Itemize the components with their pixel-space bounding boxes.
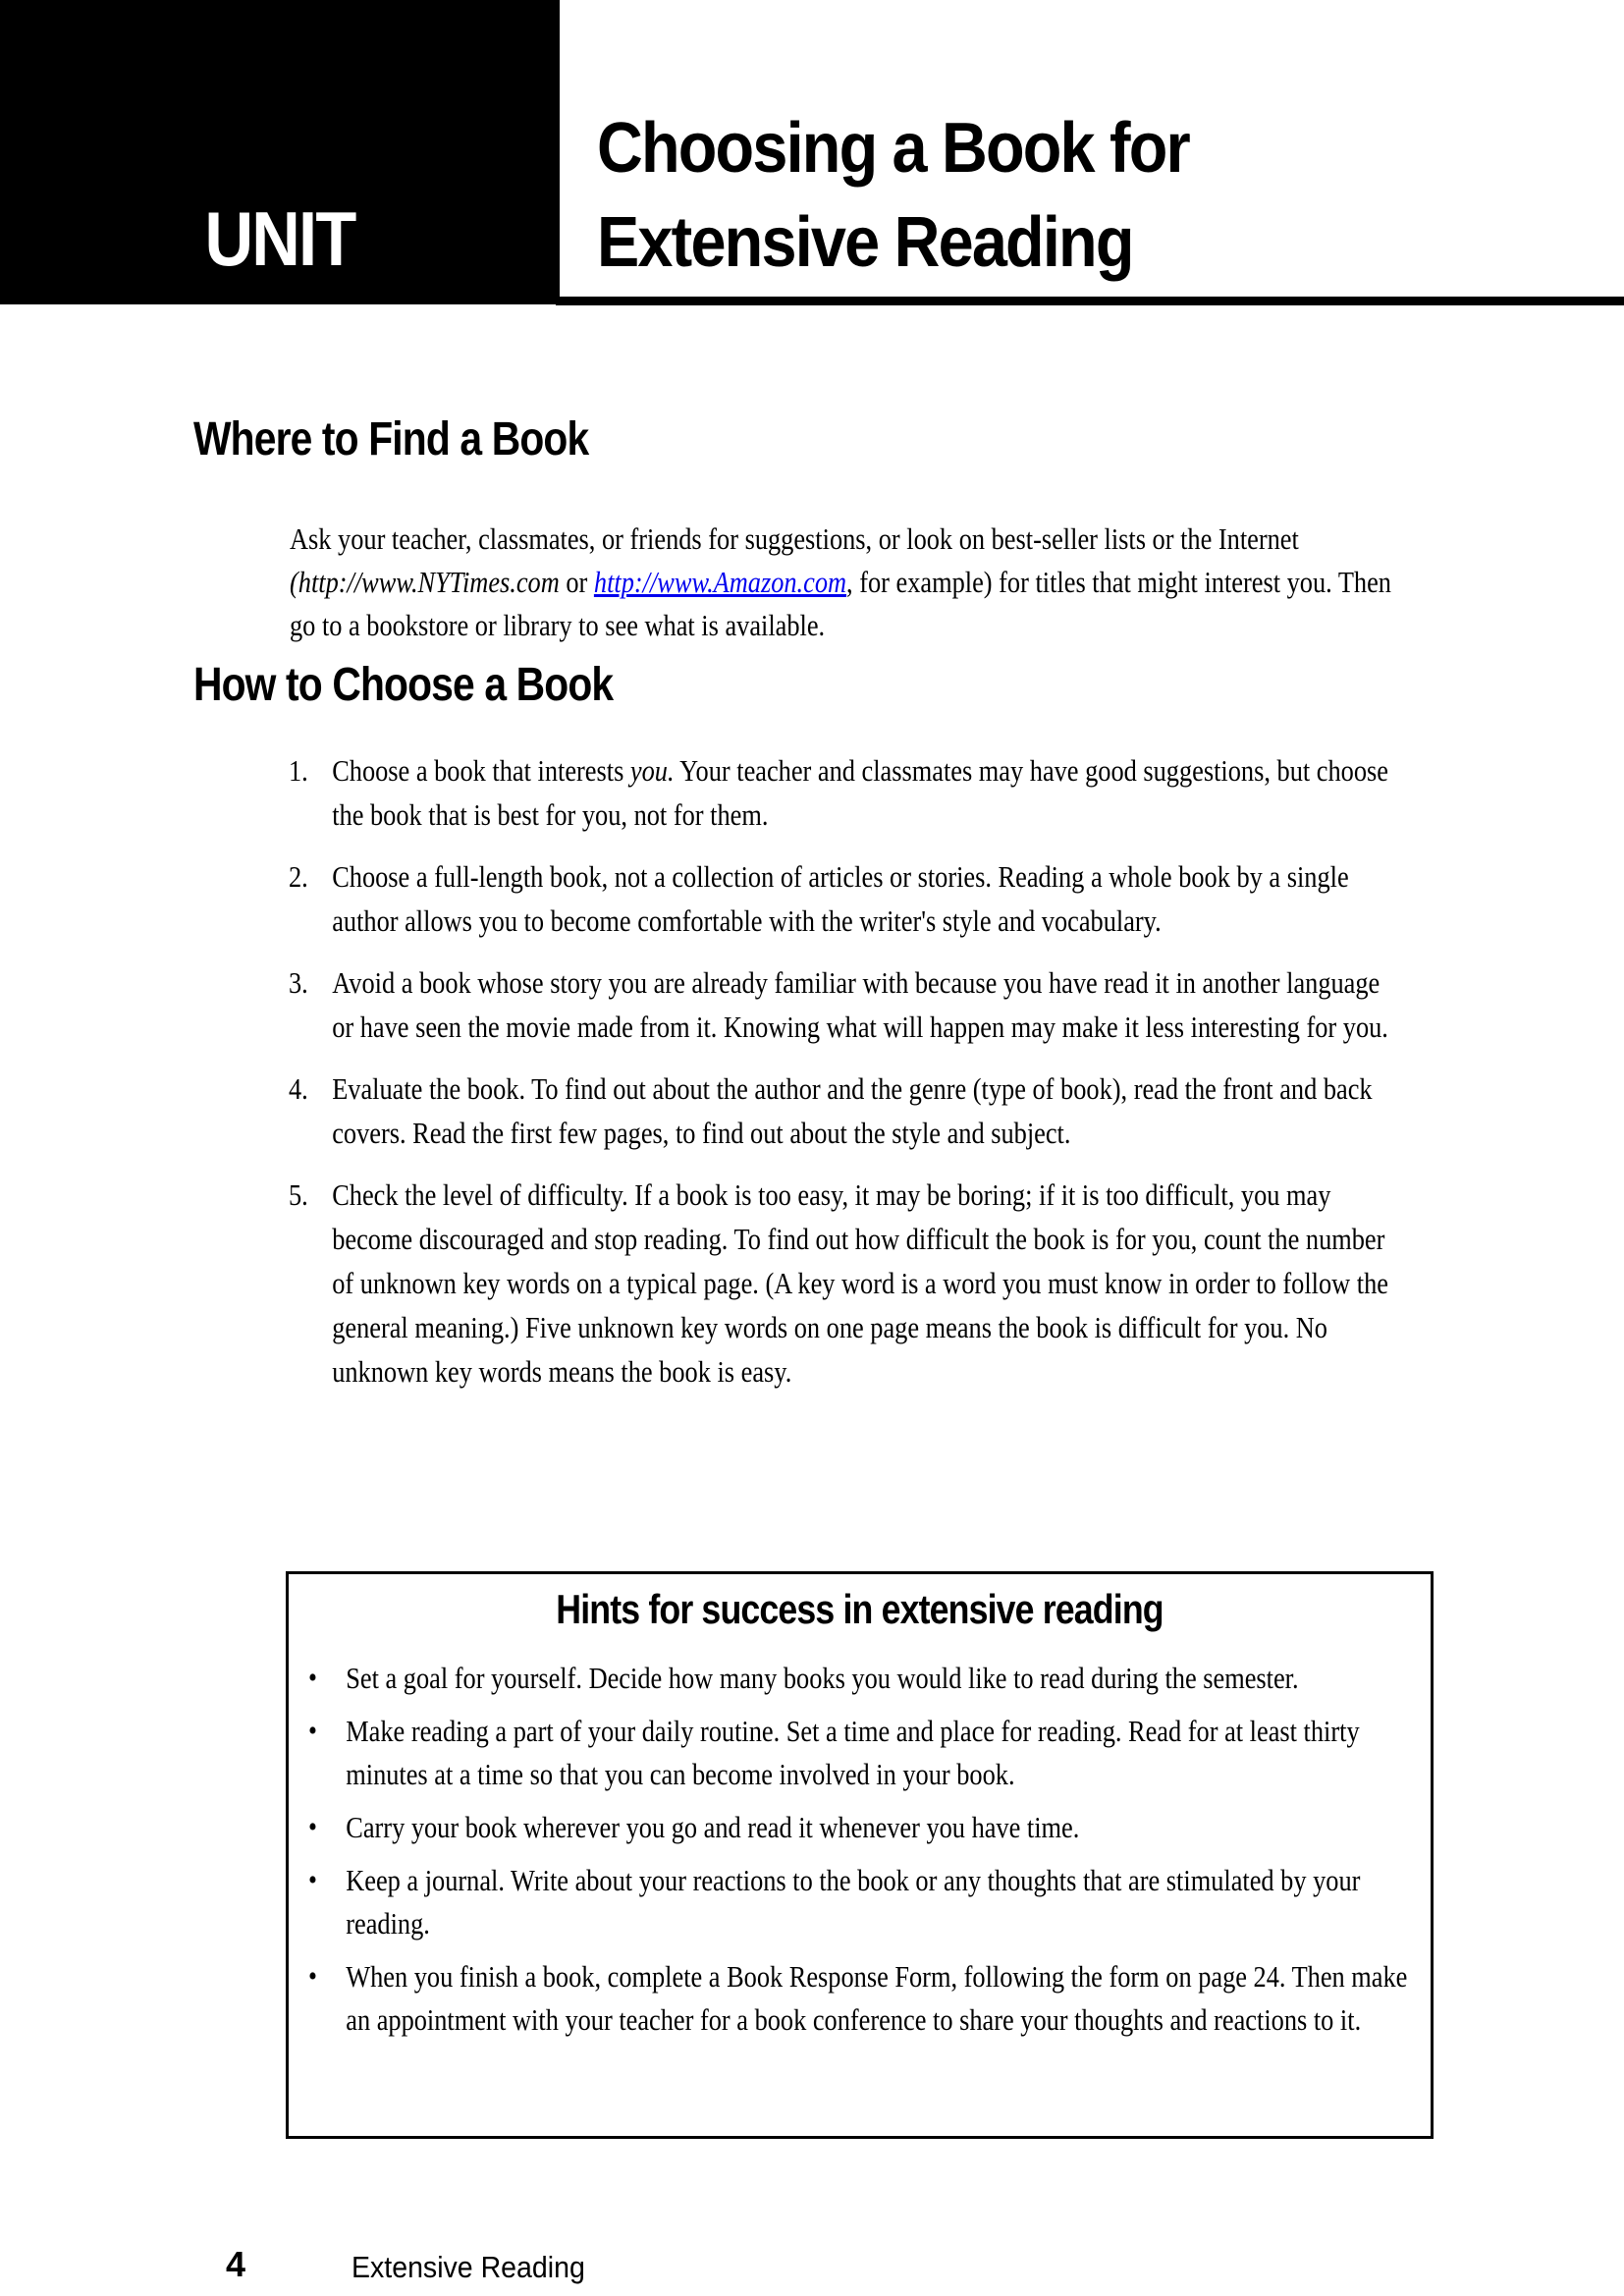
page-number: 4 [226,2244,246,2284]
how-to-choose-list [289,748,1392,1411]
list-item [308,1955,1422,2042]
item-text: Avoid a book whose story you are already familiar with because you have read it in another language or have seen the movie made from it. Knowing what will happen may make it less interesting for you. [332,965,1388,1044]
item-text: Choose a full-length book, not a collection of articles or stories. Reading a whole book by a single author allows you to become comfortable with the writer's style and vocabulary. [332,859,1349,938]
intro-text-part-3: , for example) for titles that might interest you. Then go to a bookstore or library to see what is available. [290,565,1391,642]
list-item [308,1859,1422,1945]
hint-text: Carry your book wherever you go and read it whenever you have time. [346,1810,1080,1844]
hint-text: Make reading a part of your daily routine. Set a time and place for reading. Read for at least thirty minutes at a time so that you can become involved in your book. [346,1714,1360,1791]
list-item [289,960,1392,1049]
item-text: Evaluate the book. To find out about the author and the genre (type of book), read the front and back covers. Read the first few pages, to find out about the style and subject. [332,1071,1373,1150]
section-heading-how-to-choose: How to Choose a Book [193,659,614,711]
item-1-emphasis: you. [629,753,675,788]
page-title [597,101,1189,290]
list-item [289,1066,1392,1155]
list-item [308,1657,1422,1700]
unit-label: UNIT [204,195,355,282]
list-item [289,1173,1392,1394]
bullet-icon: • [308,1715,317,1747]
item-number: 2. [289,859,308,894]
intro-paragraph [290,518,1408,647]
bullet-icon: • [308,1960,317,1993]
section-heading-where-to-find: Where to Find a Book [193,413,589,465]
item-text: Check the level of difficulty. If a book is too easy, it may be boring; if it is too difficult, you may become discouraged and stop reading. To find out how difficult the book is for you, count the number of unknown key words on a typical page. (A key word is a word you must know in order to follow the general meaning.) Five unknown key words on one page means the book is difficult for you. No unknown key words means the book is easy. [332,1177,1388,1389]
hint-text: Set a goal for yourself. Decide how many books you would like to read during the semester. [346,1661,1299,1695]
item-number: 1. [289,753,308,788]
hints-box [286,1571,1434,2139]
item-number: 3. [289,965,308,1000]
item-1-post: Your teacher and classmates may have good suggestions, but choose the book that is best for you, not for them. [332,753,1388,832]
bullet-icon: • [308,1811,317,1843]
amazon-link[interactable]: http://www.Amazon.com [593,565,847,599]
item-text [332,748,1392,837]
hints-box-title: Hints for success in extensive reading [556,1586,1164,1632]
footer-book-title: Extensive Reading [352,2250,585,2284]
item-number: 5. [289,1177,308,1212]
list-item [308,1806,1422,1849]
title-underline-rule [556,297,1624,305]
list-item [289,748,1392,837]
nytimes-url-text: (http://www.NYTimes.com [290,565,560,599]
page-title-line-1: Choosing a Book for [597,109,1189,188]
intro-text-part-1: Ask your teacher, classmates, or friends for suggestions, or look on best-seller lists or the Internet [290,521,1299,556]
list-item [308,1710,1422,1796]
bullet-icon: • [308,1864,317,1896]
bullet-icon: • [308,1662,317,1694]
hint-text: Keep a journal. Write about your reactions to the book or any thoughts that are stimulated by your reading. [346,1863,1361,1941]
page-title-line-2: Extensive Reading [597,203,1133,282]
hints-list [308,1657,1422,2051]
list-item [289,854,1392,943]
item-1-pre: Choose a book that interests [332,753,630,788]
hint-text: When you finish a book, complete a Book Response Form, following the form on page 24. Then make an appointment with your teacher for a book conference to share your thoughts and reactions to it. [346,1959,1408,2037]
item-number: 4. [289,1071,308,1106]
intro-text-part-2: or [559,565,594,599]
